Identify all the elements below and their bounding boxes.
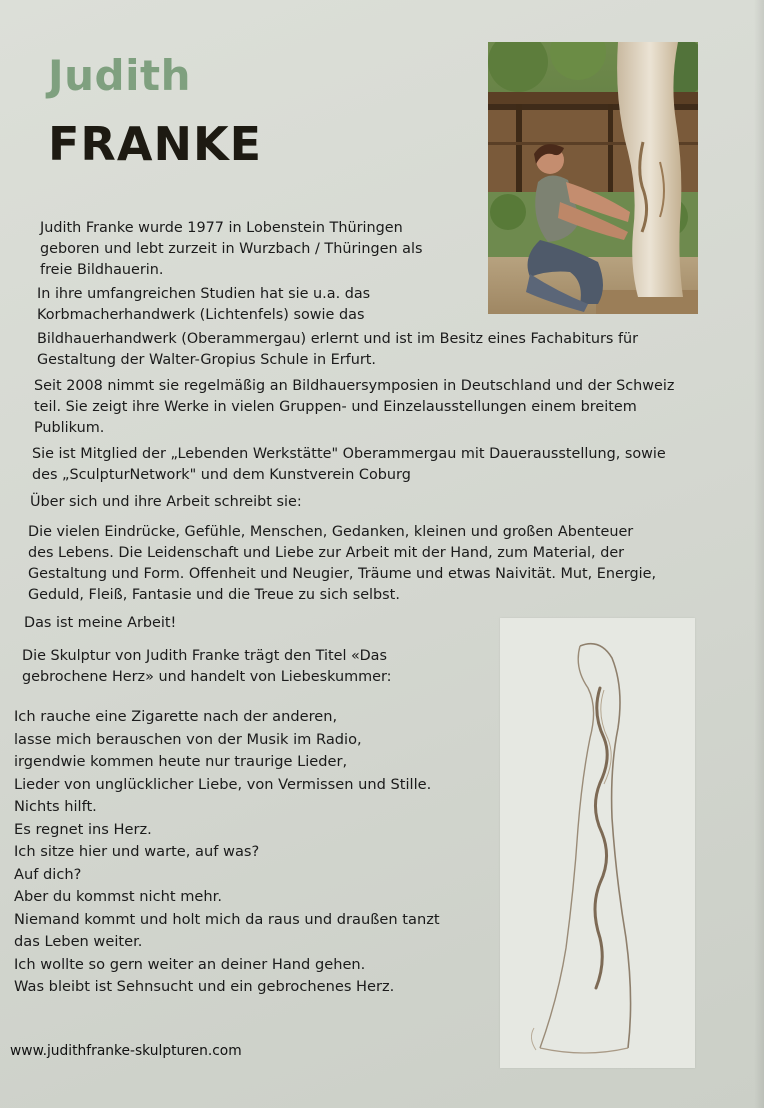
text-line: Publikum. — [34, 420, 105, 436]
poem-line: Was bleibt ist Sehnsucht und ein gebrochenes Herz. — [14, 978, 395, 995]
text-line: des Lebens. Die Leidenschaft und Liebe zur Arbeit mit der Hand, zum Material, der — [28, 545, 625, 561]
poem — [14, 706, 440, 999]
bio-paragraph-2 — [37, 284, 638, 371]
text-line: gebrochene Herz» und handelt von Liebeskummer: — [22, 669, 392, 685]
text-line: Gestaltung der Walter-Gropius Schule in Erfurt. — [37, 352, 376, 368]
sculpture-sketch — [500, 618, 695, 1068]
poem-line: Niemand kommt und holt mich da raus und draußen tanzt — [14, 910, 440, 928]
text-line: geboren und lebt zurzeit in Wurzbach / Thüringen als — [40, 241, 423, 257]
text-line: In ihre umfangreichen Studien hat sie u.a. das — [37, 286, 371, 302]
last-name-heading: FRANKE — [48, 117, 263, 171]
poem-line: Ich sitze hier und warte, auf was? — [14, 843, 260, 860]
artist-photo — [488, 42, 698, 314]
poem-line: lasse mich berauschen von der Musik im Radio, — [14, 730, 362, 748]
bio-paragraph-5 — [30, 492, 302, 513]
poem-line: Auf dich? — [14, 865, 82, 883]
bio-paragraph-1 — [40, 218, 423, 281]
poem-line: Nichts hilft. — [14, 798, 97, 815]
website-url: www.judithfranke-skulpturen.com — [10, 1043, 242, 1059]
bio-paragraph-7 — [24, 613, 176, 634]
text-line: Das ist meine Arbeit! — [24, 615, 177, 631]
text-line: Über sich und ihre Arbeit schreibt sie: — [30, 494, 302, 510]
text-line: teil. Sie zeigt ihre Werke in vielen Gruppen- und Einzelausstellungen einem breitem — [34, 399, 637, 415]
poem-line: Ich wollte so gern weiter an deiner Hand gehen. — [14, 955, 366, 973]
poem-line: das Leben weiter. — [14, 933, 143, 950]
poem-line: Lieder von unglücklicher Liebe, von Vermissen und Stille. — [14, 775, 432, 793]
text-line: Gestaltung und Form. Offenheit und Neugier, Träume und etwas Naivität. Mut, Energie, — [28, 566, 657, 582]
text-line: Seit 2008 nimmt sie regelmäßig an Bildhauersymposien in Deutschland und der Schweiz — [34, 378, 675, 394]
bio-paragraph-4 — [32, 444, 666, 486]
text-line: Korbmacherhandwerk (Lichtenfels) sowie das — [37, 307, 365, 323]
text-line: Geduld, Fleiß, Fantasie und die Treue zu sich selbst. — [28, 587, 400, 603]
first-name-heading: Judith — [48, 51, 191, 100]
bio-paragraph-8 — [22, 646, 391, 688]
text-line: Die Skulptur von Judith Franke trägt den Titel «Das — [22, 648, 387, 664]
poem-line: Ich rauche eine Zigarette nach der anderen, — [14, 708, 338, 725]
bio-paragraph-6 — [28, 522, 656, 606]
poem-line: Aber du kommst nicht mehr. — [14, 888, 222, 905]
poem-line: irgendwie kommen heute nur traurige Lieder, — [14, 753, 348, 770]
text-line: Judith Franke wurde 1977 in Lobenstein Thüringen — [40, 220, 403, 236]
poem-line: Es regnet ins Herz. — [14, 820, 152, 838]
text-line: des „SculpturNetwork" und dem Kunstverein Coburg — [32, 467, 411, 483]
board-edge-shadow — [754, 0, 764, 1108]
text-line: Die vielen Eindrücke, Gefühle, Menschen, Gedanken, kleinen und großen Abenteuer — [28, 524, 634, 540]
text-line: Sie ist Mitglied der „Lebenden Werkstätte" Oberammergau mit Dauerausstellung, sowie — [32, 446, 666, 462]
text-line: freie Bildhauerin. — [40, 262, 164, 278]
text-line: Bildhauerhandwerk (Oberammergau) erlernt und ist im Besitz eines Fachabiturs für — [37, 331, 639, 347]
bio-paragraph-3 — [34, 376, 674, 439]
